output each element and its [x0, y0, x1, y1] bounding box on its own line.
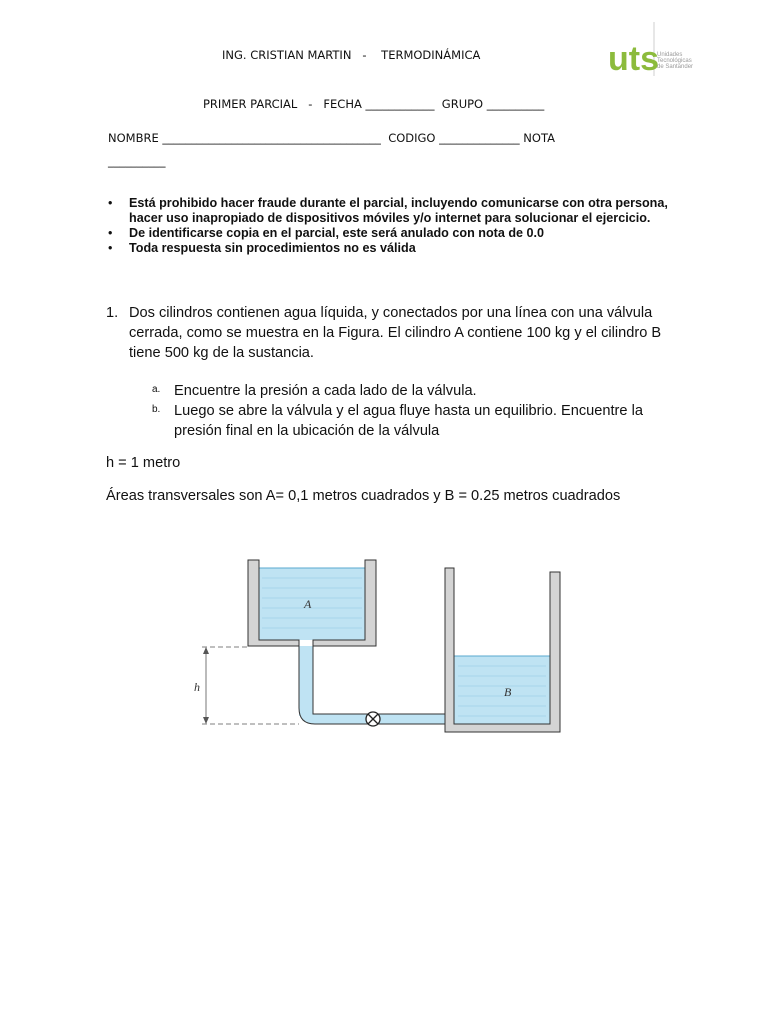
question-number: 1. [106, 305, 119, 321]
logo-wordmark: uts [608, 40, 659, 78]
logo-sub-3: de Santander [657, 64, 694, 70]
logo-sub-1: Unidades [657, 52, 683, 58]
given-height: h = 1 metro [106, 455, 181, 471]
subquestion-a-text: Encuentre la presión a cada lado de la válvula. [174, 383, 477, 399]
height-dimension [202, 647, 299, 724]
cylinder-a-water [259, 568, 365, 640]
cylinder-a-label: A [304, 597, 312, 611]
height-label: h [194, 680, 200, 694]
two-cylinders-figure [190, 548, 570, 738]
valve-icon [366, 712, 380, 726]
subquestion-b-text: Luego se abre la válvula y el agua fluye hasta un equilibrio. Encuentre la presión final en la ubicación de la válvula [174, 403, 643, 439]
header-exam-info: PRIMER PARCIAL - FECHA ____________ GRUPO __________ [203, 97, 545, 111]
exam-rules-list [108, 196, 688, 256]
rule-item: • Toda respuesta sin procedimientos no es válida [108, 241, 416, 255]
dimension-arrow-bottom [203, 717, 209, 724]
subquestion-a [152, 381, 672, 401]
rule-item: • De identificarse copia en el parcial, este será anulado con nota de 0.0 [108, 226, 545, 240]
header-nota-blank: __________ [108, 154, 166, 168]
cylinder-b-label: B [504, 685, 512, 699]
rule-item: • Está prohibido hacer fraude durante el parcial, incluyendo comunicarse con otra persona, hacer uso inapropiado de dispositivos móviles y/o internet para solucionar el ejercicio. [108, 196, 668, 225]
logo-sub-2: Tecnológicas [657, 58, 692, 64]
bullet-icon: • [108, 196, 113, 210]
dimension-arrow-top [203, 647, 209, 654]
subquestion-b [152, 401, 672, 441]
pipe-vertical-water [299, 646, 313, 716]
question-statement: Dos cilindros contienen agua líquida, y conectados por una línea con una válvula cerrada, como se muestra en la Figura. El cilindro A contiene 100 kg y el cilindro B tiene 500 kg de la sustancia. [129, 305, 662, 361]
header-course: ING. CRISTIAN MARTIN - TERMODINÁMICA [222, 48, 481, 62]
header-student-info: NOMBRE ______________________________________ CODIGO ______________ NOTA [108, 131, 555, 145]
given-areas: Áreas transversales son A= 0,1 metros cuadrados y B = 0.25 metros cuadrados [106, 488, 621, 504]
subquestion-b-label: b. [152, 404, 161, 415]
subquestion-a-label: a. [152, 384, 161, 395]
uts-logo [600, 18, 700, 78]
bullet-icon: • [108, 226, 113, 240]
bullet-icon: • [108, 241, 113, 255]
